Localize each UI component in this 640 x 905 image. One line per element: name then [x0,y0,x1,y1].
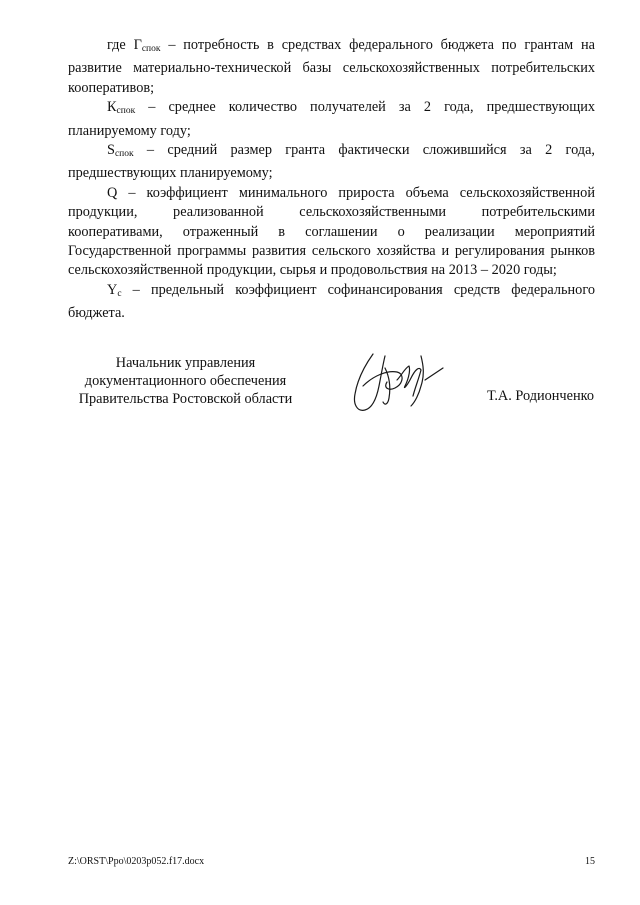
signature-block [68,354,595,434]
symbol-q: Q [107,184,118,201]
definition-g: где $Г_{спок}$ – потребность в средствах федерального бюджета по грантам на развитие материально-технической базы сельскохозяйственных потребительских кооперативов; [68,37,595,96]
signatory-name: Т.А. Родионченко [487,388,594,404]
definition-q: Q – коэффициент минимального прироста объема сельскохозяйственной продукции, реализованной сельскохозяйственными потребительскими кооперативами, отраженный в соглашении о реализации мероприятий Государственной программы развития сельского хозяйства и регулирования рынков сельскохозяйственной продукции, сырья и продовольствия на 2013 – 2020 годы; [68,184,595,279]
symbol-y: $Y_c$ [107,281,122,299]
symbol-g: $Г_{спок}$ [133,37,161,54]
document-body [68,36,595,324]
page-number: 15 [585,856,595,867]
definition-y: $Y_c$ – предельный коэффициент софинансирования средств федерального бюджета. [68,281,595,322]
definition-s: $S_{спок}$ – средний размер гранта фактически сложившийся за 2 года, предшествующих планируемому; [68,142,595,182]
footer-file-path: Z:\ORST\Ppo\0203p052.f17.docx [68,856,205,867]
symbol-k: $К_{спок}$ [107,99,136,117]
symbol-s: $S_{спок}$ [107,142,134,160]
handwritten-signature [343,346,453,426]
definition-k: $К_{спок}$ – среднее количество получателей за 2 года, предшествующих планируемому году; [68,99,595,139]
signatory-position: Начальник управления документационного обеспечения Правительства Ростовской области [78,355,293,407]
